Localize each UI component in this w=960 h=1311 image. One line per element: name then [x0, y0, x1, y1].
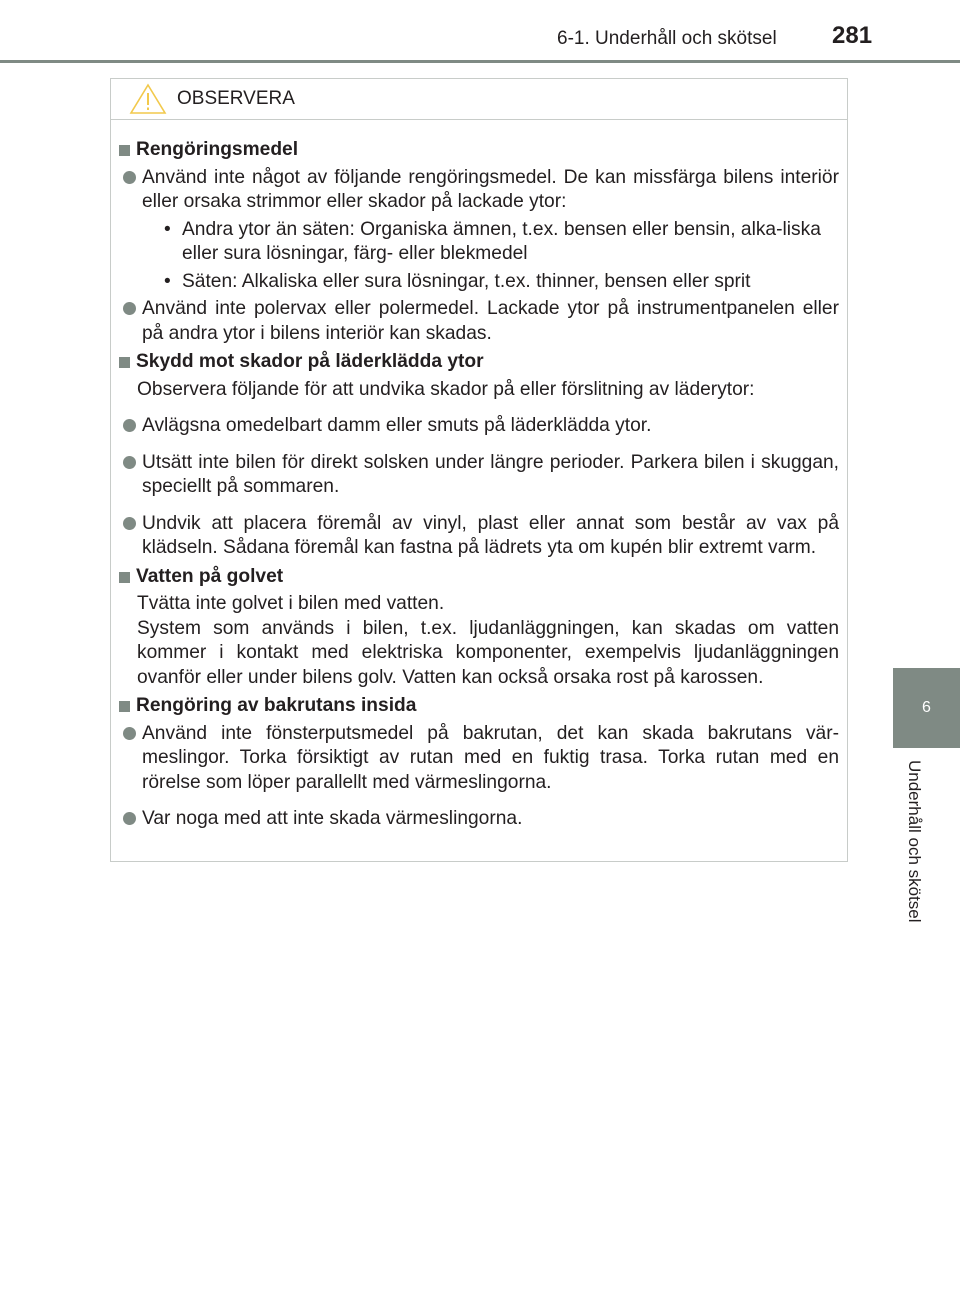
caution-header — [111, 79, 847, 120]
sub-list-item — [119, 218, 839, 267]
list-item-text: Var noga med att inte skada värmeslingorna. — [142, 808, 523, 829]
section-heading-text: Vatten på golvet — [136, 565, 284, 587]
chapter-label: Underhåll och skötsel — [905, 760, 924, 923]
section-heading — [119, 138, 839, 163]
sub-list-item-text: Andra ytor än säten: Organiska ämnen, t.ex. bensen eller bensin, alka-liska eller sura lösningar, färg- eller blekmedel — [182, 218, 821, 264]
square-bullet-icon — [119, 145, 130, 156]
square-bullet-icon — [119, 701, 130, 712]
paragraph: System som används i bilen, t.ex. ljudanläggningen, kan skadas om vatten kommer i kontakt med elektriska komponenter, exempelvis ljudanläggningen ovanför eller under bilens golv. Vatten kan också orsaka rost på karossen. — [137, 617, 839, 688]
caution-body — [111, 120, 847, 832]
paragraph: Tvätta inte golvet i bilen med vatten. — [137, 593, 445, 614]
dot-bullet-icon: • — [164, 270, 171, 292]
circle-bullet-icon — [123, 727, 136, 740]
list-item — [119, 166, 839, 215]
list-item-text: Undvik att placera föremål av vinyl, plast eller annat som består av vax på klädseln. Sådana föremål kan fastna på lädrets yta om kupén blir extremt varm. — [142, 512, 839, 558]
caution-title: OBSERVERA — [177, 88, 295, 109]
circle-bullet-icon — [123, 812, 136, 825]
section-intro: Observera följande för att undvika skador på eller förslitning av läderytor: — [137, 378, 755, 400]
sub-list-item — [119, 270, 839, 295]
caution-box — [110, 78, 848, 862]
section-heading-text: Skydd mot skador på läderklädda ytor — [136, 351, 484, 372]
list-item-text: Använd inte polervax eller polermedel. Lackade ytor på instrumentpanelen eller på andra ytor i bilens interiör kan skadas. — [142, 298, 839, 344]
header-rule — [0, 60, 960, 63]
list-item-text: Utsätt inte bilen för direkt solsken under längre perioder. Parkera bilen i skuggan, speciellt på sommaren. — [142, 451, 839, 497]
list-item — [119, 512, 839, 561]
section-heading-text: Rengöring av bakrutans insida — [136, 695, 417, 716]
chapter-tab[interactable] — [893, 668, 960, 748]
list-item — [119, 414, 839, 439]
section-title: 6-1. Underhåll och skötsel — [557, 28, 777, 49]
circle-bullet-icon — [123, 456, 136, 469]
list-item-text: Avlägsna omedelbart damm eller smuts på läderklädda ytor. — [142, 415, 652, 436]
circle-bullet-icon — [123, 517, 136, 530]
warning-triangle-icon — [129, 83, 167, 115]
list-item — [119, 297, 839, 346]
page-number: 281 — [832, 22, 873, 49]
circle-bullet-icon — [123, 302, 136, 315]
section-heading-text: Rengöringsmedel — [136, 139, 299, 160]
circle-bullet-icon — [123, 419, 136, 432]
list-item — [119, 722, 839, 796]
square-bullet-icon — [119, 357, 130, 368]
square-bullet-icon — [119, 572, 130, 583]
list-item — [119, 451, 839, 500]
section-heading — [119, 350, 839, 375]
list-item — [119, 807, 839, 832]
chapter-number: 6 — [922, 699, 931, 716]
section-heading — [119, 694, 839, 719]
list-item-text: Använd inte fönsterputsmedel på bakrutan, det kan skada bakrutans vär-meslingor. Torka försiktigt av rutan med en fuktig trasa. Torka rutan med en rörelse som löper parallellt med värmeslingorna. — [142, 722, 839, 793]
circle-bullet-icon — [123, 171, 136, 184]
section-heading — [119, 565, 839, 590]
list-item-text: Använd inte något av följande rengöringsmedel. De kan missfärga bilens interiör eller orsaka strimmor eller skador på lackade ytor: — [142, 166, 839, 212]
sub-list-item-text: Säten: Alkaliska eller sura lösningar, t.ex. thinner, bensen eller sprit — [182, 270, 751, 292]
dot-bullet-icon: • — [164, 218, 171, 240]
